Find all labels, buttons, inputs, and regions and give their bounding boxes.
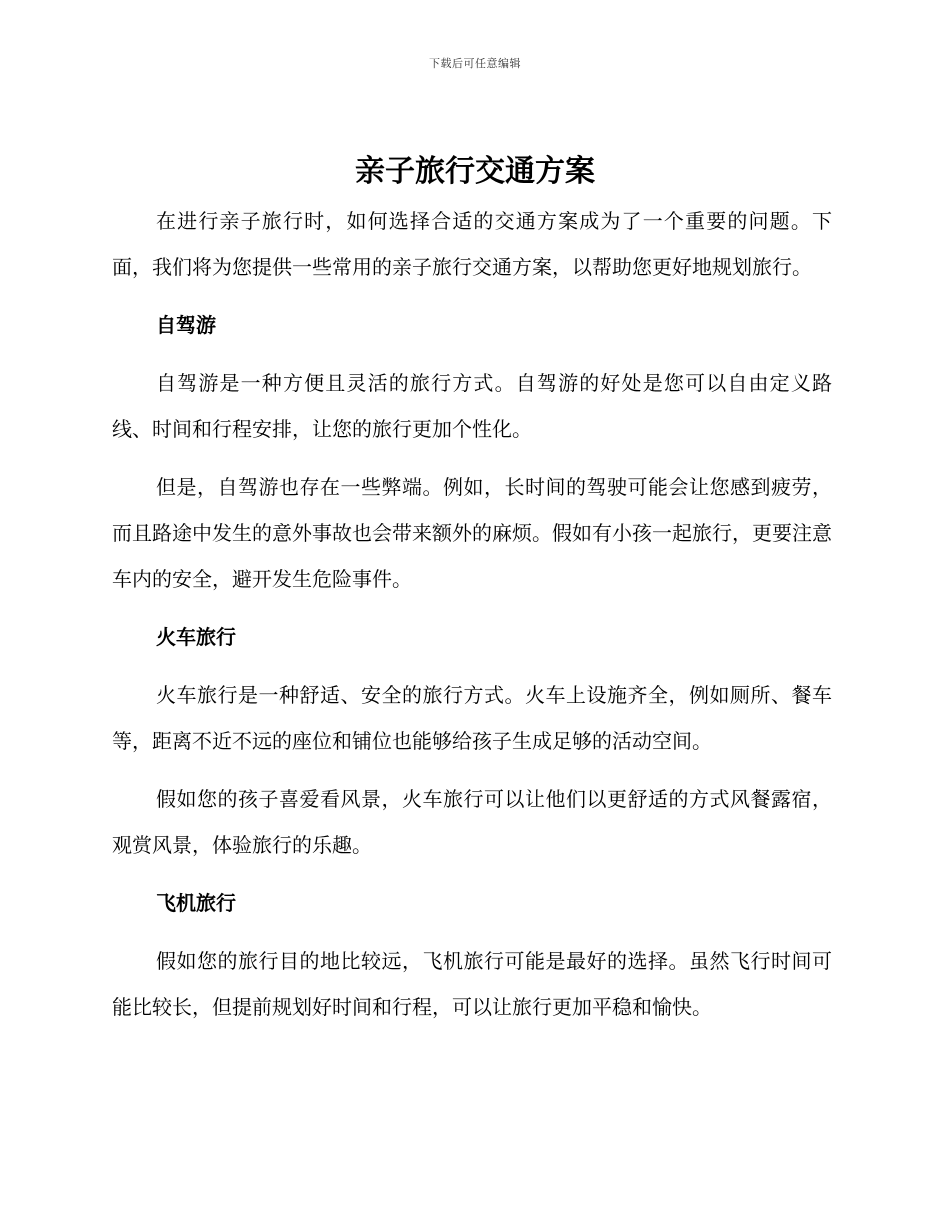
section-heading: 飞机旅行 — [156, 891, 236, 915]
section-paragraph: 火车旅行是一种舒适、安全的旅行方式。火车上设施齐全，例如厕所、餐车等，距离不近不远的座位和铺位也能够给孩子生成足够的活动空间。 — [112, 683, 832, 753]
section-heading: 火车旅行 — [156, 625, 236, 649]
section-paragraph: 假如您的孩子喜爱看风景，火车旅行可以让他们以更舒适的方式风餐露宿，观赏风景，体验旅行的乐趣。 — [112, 787, 832, 857]
page-header-note: 下载后可任意编辑 — [429, 57, 521, 70]
section-flight — [112, 880, 832, 1030]
section-paragraph: 自驾游是一种方便且灵活的旅行方式。自驾游的好处是您可以自由定义路线、时间和行程安排，让您的旅行更加个性化。 — [112, 371, 832, 441]
section-heading: 自驾游 — [156, 313, 216, 337]
intro-paragraph: 在进行亲子旅行时，如何选择合适的交通方案成为了一个重要的问题。下面，我们将为您提供一些常用的亲子旅行交通方案，以帮助您更好地规划旅行。 — [112, 209, 832, 279]
section-paragraph: 但是，自驾游也存在一些弊端。例如，长时间的驾驶可能会让您感到疲劳，而且路途中发生的意外事故也会带来额外的麻烦。假如有小孩一起旅行，更要注意车内的安全，避开发生危险事件。 — [112, 475, 832, 591]
section-paragraph: 假如您的旅行目的地比较远，飞机旅行可能是最好的选择。虽然飞行时间可能比较长，但提前规划好时间和行程，可以让旅行更加平稳和愉快。 — [112, 949, 832, 1019]
document-body — [112, 198, 832, 1042]
section-train — [112, 614, 832, 868]
document-title: 亲子旅行交通方案 — [355, 154, 595, 189]
section-self-driving — [112, 302, 832, 602]
